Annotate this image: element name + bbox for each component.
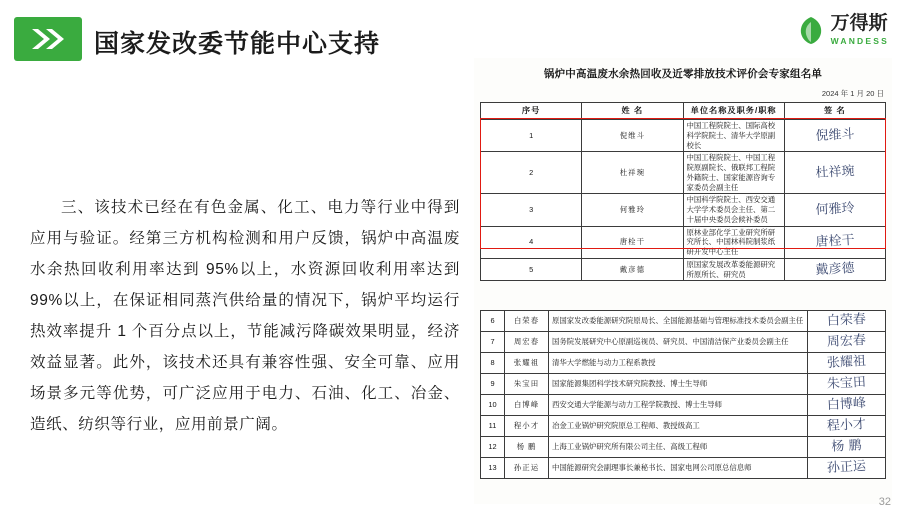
cell-org: 原林业部化学工业研究所研究所长、中国林科院制浆纸研开发中心主任: [683, 226, 784, 258]
cell-index: 4: [481, 226, 582, 258]
cell-signature: [808, 416, 886, 437]
handwritten-signature: 白荣春: [826, 311, 867, 330]
slide-number: 32: [878, 496, 891, 508]
cell-signature: [784, 226, 885, 258]
table-row: [481, 458, 886, 479]
cell-org: 国家能源集团科学技术研究院教授、博士生导师: [549, 374, 808, 395]
brand-name-cn: 万得斯: [830, 13, 888, 34]
cell-org: 中国科学院院士、西安交通大学学术委员会主任、第二十届中央委员会候补委员: [683, 194, 784, 226]
handwritten-signature: 杨 鹏: [831, 438, 862, 455]
table-row: [481, 374, 886, 395]
cell-org: 冶金工业锅炉研究院原总工程师、教授级高工: [549, 416, 808, 437]
document-date: 2024 年 1 月 20 日: [821, 89, 884, 98]
cell-signature: [808, 353, 886, 374]
column-header-index: 序号: [481, 103, 582, 120]
column-header-org: 单位名称及职务/职称: [683, 103, 784, 120]
cell-signature: [784, 258, 885, 281]
cell-name: 朱宝田: [505, 374, 549, 395]
cell-index: 13: [481, 458, 505, 479]
cell-signature: [808, 458, 886, 479]
cell-name: 杜祥琬: [582, 152, 683, 194]
cell-signature: [784, 194, 885, 226]
brand-name-en: WANDESS: [830, 36, 889, 46]
cell-signature: [784, 152, 885, 194]
cell-index: 3: [481, 194, 582, 226]
handwritten-signature: 孙正运: [826, 458, 867, 477]
leaf-logo-icon: [798, 15, 824, 45]
paragraph-text: 三、该技术已经在有色金属、化工、电力等行业中得到应用与验证。经第三方机构检测和用户反馈，锅炉中高温废水余热回收利用率达到 95%以上，水资源回收利用率达到 99%以上，在保证相同蒸汽供给量的情况下，锅炉平均运行热效率提升 1 个百分点以上，节能减污降碳效果明显，经济效益显著。此外，该技术还具有兼容性强、安全可靠、应用场景多元等优势，可广泛应用于电力、石油、化工、冶金、造纸、纺织等行业，应用前景广阔。: [30, 199, 460, 433]
cell-name: 白荣春: [505, 311, 549, 332]
column-header-name: 姓 名: [582, 103, 683, 120]
table-row: [481, 395, 886, 416]
cell-name: 杨 鹏: [505, 437, 549, 458]
handwritten-signature: 戴彦德: [814, 260, 855, 278]
handwritten-signature: 杜祥琬: [814, 163, 855, 181]
cell-org: 原国家发展改革委能源研究所原所长、研究员: [683, 258, 784, 281]
cell-signature: [784, 120, 885, 152]
cell-name: 倪维斗: [582, 120, 683, 152]
cell-org: 中国工程院院士、中国工程院原副院长、俄联邦工程院外籍院士、国家能源咨询专家委员会副主任: [683, 152, 784, 194]
cell-name: 程小才: [505, 416, 549, 437]
cell-index: 6: [481, 311, 505, 332]
handwritten-signature: 张耀祖: [826, 353, 867, 372]
cell-index: 1: [481, 120, 582, 152]
cell-name: 唐栓干: [582, 226, 683, 258]
cell-index: 10: [481, 395, 505, 416]
table-row: [481, 258, 886, 281]
scanned-expert-list-document: [474, 58, 892, 504]
page-title: 国家发改委节能中心支持: [94, 30, 381, 58]
cell-index: 12: [481, 437, 505, 458]
brand-text: [831, 14, 889, 46]
handwritten-signature: 唐栓干: [814, 233, 855, 251]
handwritten-signature: 程小才: [826, 416, 867, 435]
handwritten-signature: 何雅玲: [814, 200, 855, 219]
table-row: [481, 311, 886, 332]
cell-signature: [808, 374, 886, 395]
table-row: [481, 120, 886, 152]
cell-index: 5: [481, 258, 582, 281]
double-chevron-right-icon: [14, 17, 82, 61]
cell-org: 国务院发展研究中心原副巡视员、研究员、中国清洁保产业委员会副主任: [549, 332, 808, 353]
cell-index: 11: [481, 416, 505, 437]
cell-index: 2: [481, 152, 582, 194]
handwritten-signature: 倪维斗: [814, 126, 855, 144]
cell-signature: [808, 395, 886, 416]
cell-org: 清华大学燃能与动力工程系教授: [549, 353, 808, 374]
cell-index: 9: [481, 374, 505, 395]
table-row: [481, 194, 886, 226]
cell-name: 戴彦德: [582, 258, 683, 281]
cell-signature: [808, 437, 886, 458]
cell-name: 张耀祖: [505, 353, 549, 374]
handwritten-signature: 白博峰: [826, 395, 867, 414]
column-header-signature: 签 名: [784, 103, 885, 120]
cell-name: 何雅玲: [582, 194, 683, 226]
brand-logo: [798, 14, 889, 46]
handwritten-signature: 朱宝田: [826, 374, 867, 393]
cell-name: 周宏春: [505, 332, 549, 353]
cell-org: 西安交通大学能源与动力工程学院教授、博士生导师: [549, 395, 808, 416]
cell-signature: [808, 311, 886, 332]
cell-signature: [808, 332, 886, 353]
expert-table-bottom: [480, 310, 886, 479]
table-row: [481, 416, 886, 437]
cell-index: 7: [481, 332, 505, 353]
table-row: [481, 353, 886, 374]
body-paragraph: [30, 192, 460, 440]
table-row: [481, 152, 886, 194]
table-row: [481, 437, 886, 458]
cell-name: 白博峰: [505, 395, 549, 416]
cell-org: 中国工程院院士、国际高校科学院院士、清华大学原副校长: [683, 120, 784, 152]
cell-index: 8: [481, 353, 505, 374]
cell-name: 孙正运: [505, 458, 549, 479]
document-title: 锅炉中高温废水余热回收及近零排放技术评价会专家组名单: [543, 68, 823, 80]
cell-org: 中国能源研究会副理事长兼秘书长、国家电网公司原总信息师: [549, 458, 808, 479]
table-row: [481, 332, 886, 353]
handwritten-signature: 周宏春: [826, 332, 867, 351]
cell-org: 上海工业锅炉研究所有限公司主任、高级工程师: [549, 437, 808, 458]
cell-org: 原国家发改委能源研究院原局长、全国能源基础与管理标准技术委员会副主任: [549, 311, 808, 332]
table-row: [481, 226, 886, 258]
table-header-row: [481, 103, 886, 120]
expert-table-top: [480, 102, 886, 281]
